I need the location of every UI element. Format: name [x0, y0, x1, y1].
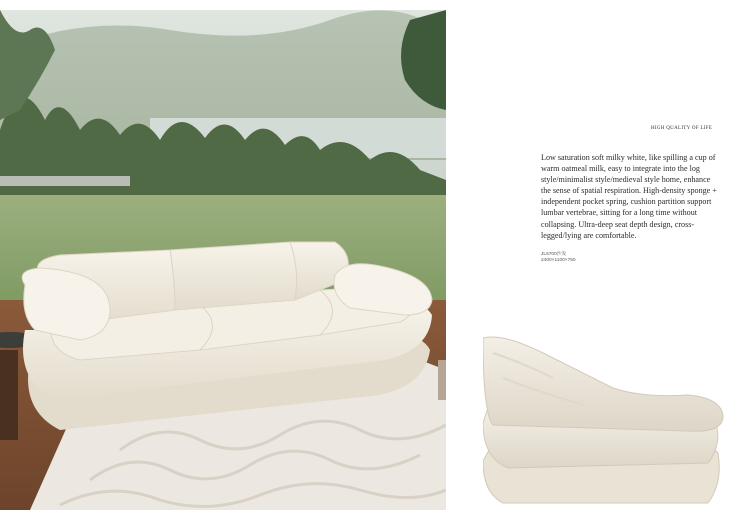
product-description: Low saturation soft milky white, like spilling a cup of warm oatmeal milk, easy to integrate into the log style/minimalist style/medieval style home, enhance the sense of spatial respiration. High-density sponge + independent pocket spring, cushion partition support lumbar vertebrae, sitting for a long time without collapsing. Ultra-deep seat depth design, cross-legged/lying are comfortable.: [541, 153, 717, 240]
product-model-info: [541, 252, 576, 264]
hero-sofa-photo: [0, 10, 446, 510]
product-dimensions: 2400×1100×750: [541, 258, 576, 263]
detail-sofa-photo: [483, 333, 730, 508]
section-label: HIGH QUALITY OF LIFE: [651, 126, 713, 131]
product-model-name: JL6700沙发: [541, 252, 567, 257]
